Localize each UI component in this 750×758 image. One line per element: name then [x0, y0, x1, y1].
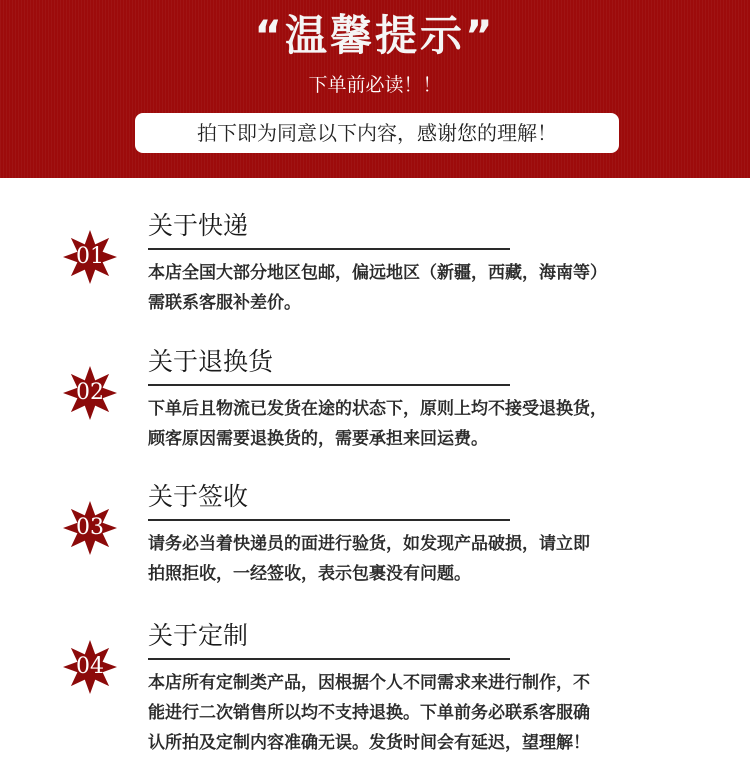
section-signing [0, 479, 750, 609]
badge-star-icon [63, 640, 117, 694]
section-body [148, 529, 703, 589]
page-subtitle: 下单前必读！！ [308, 74, 442, 96]
section-title: 关于快递 [148, 211, 249, 240]
header-banner [0, 0, 750, 178]
badge-star-icon [63, 501, 117, 555]
section-divider [148, 658, 510, 660]
notice-box [135, 113, 619, 153]
badge-star-icon [63, 230, 117, 284]
section-custom [0, 618, 750, 753]
section-number: 04 [76, 654, 104, 679]
body-line: 需联系客服补差价。 [148, 293, 301, 313]
body-line: 本店全国大部分地区包邮，偏远地区（新疆，西藏，海南等） [148, 263, 607, 283]
section-number: 03 [76, 515, 104, 540]
section-title: 关于定制 [148, 621, 249, 650]
notice-text: 拍下即为同意以下内容，感谢您的理解！ [197, 121, 557, 145]
page-title: “温馨提示” [254, 11, 496, 60]
section-number: 01 [76, 244, 104, 269]
body-line: 认所拍及定制内容准确无误。发货时间会有延迟，望理解！ [148, 733, 590, 753]
section-returns [0, 344, 750, 474]
body-line: 本店所有定制类产品，因根据个人不同需求来进行制作，不 [148, 673, 590, 693]
body-line: 能进行二次销售所以均不支持退换。下单前务必联系客服确 [148, 703, 590, 723]
section-divider [148, 384, 510, 386]
section-title: 关于签收 [148, 482, 249, 511]
body-line: 拍照拒收，一经签收，表示包裹没有问题。 [148, 564, 471, 584]
section-body [148, 258, 703, 318]
body-line: 顾客原因需要退换货的，需要承担来回运费。 [148, 429, 488, 449]
section-body [148, 668, 703, 758]
badge-star-icon [63, 366, 117, 420]
body-line: 下单后且物流已发货在途的状态下，原则上均不接受退换货， [148, 399, 607, 419]
section-title: 关于退换货 [148, 347, 274, 376]
section-shipping [0, 208, 750, 338]
section-divider [148, 519, 510, 521]
body-line: 请务必当着快递员的面进行验货，如发现产品破损，请立即 [148, 534, 590, 554]
section-divider [148, 248, 510, 250]
section-number: 02 [76, 380, 104, 405]
section-body [148, 394, 703, 454]
